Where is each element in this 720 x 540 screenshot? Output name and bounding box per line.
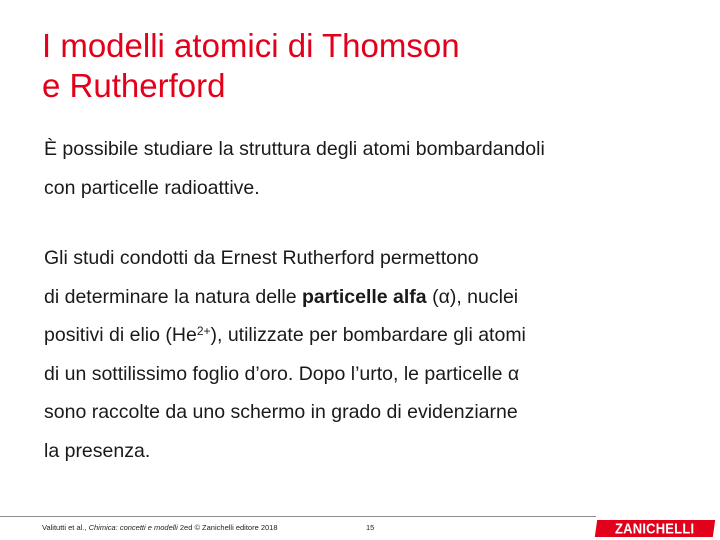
helium-charge-superscript: 2+: [196, 324, 211, 338]
paragraph-intro-line-2: con particelle radioattive.: [44, 176, 260, 199]
credit-book-title: Chimica: concetti e modelli: [88, 523, 178, 532]
title-line-2: e Rutherford: [42, 67, 226, 104]
line-2-text-b: (α), nuclei: [426, 285, 519, 308]
logo-text: ZANICHELLI: [615, 519, 695, 538]
paragraph-rutherford: [44, 239, 694, 470]
paragraph-rutherford-line-2: [44, 278, 694, 317]
alpha-particles-term: particelle alfa: [302, 285, 427, 308]
line-3-text-a: positivi di elio (He: [44, 324, 197, 346]
paragraph-rutherford-line-6: la presenza.: [44, 439, 151, 462]
paragraph-intro-line-1: È possibile studiare la struttura degli atomi bombardandoli: [44, 138, 545, 160]
page-number: 15: [366, 523, 375, 532]
slide-footer: [0, 516, 720, 540]
zanichelli-logo: [595, 520, 715, 537]
footer-divider: [0, 516, 596, 517]
line-2-text-a: di determinare la natura delle: [44, 285, 302, 308]
paragraph-intro: [44, 130, 694, 207]
paragraph-rutherford-line-1: Gli studi condotti da Ernest Rutherford permettono: [44, 247, 479, 269]
line-3-text-b: ), utilizzate per bombardare gli atomi: [210, 324, 526, 346]
paragraph-rutherford-line-5: sono raccolte da uno schermo in grado di evidenziarne: [44, 401, 518, 423]
credit-prefix: Valitutti et al.,: [42, 523, 89, 532]
credit-suffix: 2ed © Zanichelli editore 2018: [177, 523, 278, 532]
slide-title: [42, 26, 682, 106]
title-line-1: I modelli atomici di Thomson: [42, 27, 460, 64]
footer-credit: [42, 523, 278, 532]
paragraph-rutherford-line-3: [44, 316, 694, 355]
paragraph-rutherford-line-4: di un sottilissimo foglio d’oro. Dopo l’urto, le particelle α: [44, 362, 520, 385]
